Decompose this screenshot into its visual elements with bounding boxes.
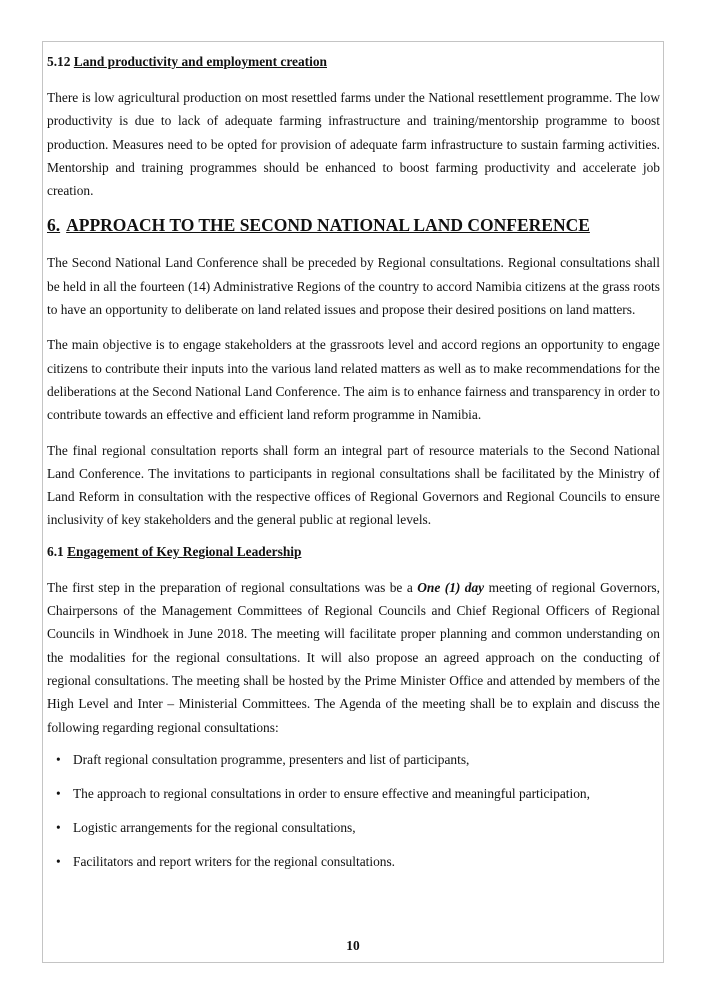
bullet-icon: •	[56, 751, 61, 767]
list-item-text: Draft regional consultation programme, presenters and list of participants,	[73, 751, 470, 767]
list-item-text: The approach to regional consultations in order to ensure effective and meaningful participation,	[73, 785, 590, 801]
list-item	[47, 819, 660, 836]
section-6-title: APPROACH TO THE SECOND NATIONAL LAND CONFERENCE	[66, 215, 590, 236]
section-5-12-title: Land productivity and employment creation	[73, 54, 327, 69]
list-item-text: Facilitators and report writers for the regional consultations.	[73, 853, 396, 869]
bullet-icon: •	[56, 853, 61, 869]
page-content	[47, 54, 660, 887]
section-5-12-heading	[47, 54, 660, 70]
section-6-1-paragraph-start: The first step in the preparation of regional consultations was be a	[47, 579, 418, 595]
section-6-paragraph-1: The Second National Land Conference shall be preceded by Regional consultations. Regional consultations shall be held in all the fourteen (14) Administrative Regions of the country to accord Namibia citizens at the grass roots to have an opportunity to deliberate on land related issues and propose their desired positions on land matters.	[47, 255, 660, 318]
agenda-bullet-list	[47, 751, 660, 870]
section-6-1-heading	[47, 544, 660, 560]
section-6-paragraph-3: The final regional consultation reports shall form an integral part of resource materials to the Second National Land Conference. The invitations to participants in regional consultations shall be facilitated by the Ministry of Land Reform in consultation with the respective offices of Regional Governors and Regional Councils to ensure inclusivity of key stakeholders and the general public at regional levels.	[47, 442, 660, 528]
section-6-paragraph-2: The main objective is to engage stakeholders at the grassroots level and accord regions an opportunity to engage citizens to contribute their inputs into the various land related matters as well as to make recommendations for the deliberations at the Second National Land Conference. The aim is to enhance fairness and transparency in order to contribute towards an effective and efficient land reform programme in Namibia.	[47, 337, 660, 423]
section-6-1-paragraph	[47, 576, 660, 739]
section-5-12-number: 5.12	[47, 54, 71, 69]
one-day-emphasis: One (1) day	[417, 579, 485, 595]
bullet-icon: •	[56, 785, 61, 801]
section-6-heading	[47, 214, 660, 236]
list-item	[47, 853, 660, 870]
section-6-1-title: Engagement of Key Regional Leadership	[67, 543, 302, 559]
page-number: 10	[346, 938, 360, 953]
document-page	[42, 41, 664, 963]
section-6-number: 6.	[47, 215, 61, 236]
list-item	[47, 785, 660, 802]
section-6-1-number: 6.1	[47, 543, 64, 559]
section-6-1-paragraph-end: meeting of regional Governors, Chairpersons of the Management Committees of Regional Councils and Chief Regional Officers of Regional Councils in Windhoek in June 2018. The meeting will facilitate proper planning and common understanding on the modalities for the regional consultations. It will also propose an agreed approach on the conducting of regional consultations. The meeting shall be hosted by the Prime Minister Office and attended by members of the High Level and Inter – Ministerial Committees. The Agenda of the meeting shall be to explain and discuss the following regarding regional consultations:	[47, 579, 660, 735]
section-5-12-paragraph: There is low agricultural production on most resettled farms under the National resettlement programme. The low productivity is due to lack of adequate farming infrastructure and training/mentorship programme to boost production. Measures need to be opted for provision of adequate farm infrastructure to sustain farming activities. Mentorship and training programmes should be enhanced to boost farming productivity and accelerate job creation.	[47, 90, 660, 199]
list-item-text: Logistic arrangements for the regional consultations,	[73, 819, 356, 835]
bullet-icon: •	[56, 819, 61, 835]
list-item	[47, 751, 660, 768]
